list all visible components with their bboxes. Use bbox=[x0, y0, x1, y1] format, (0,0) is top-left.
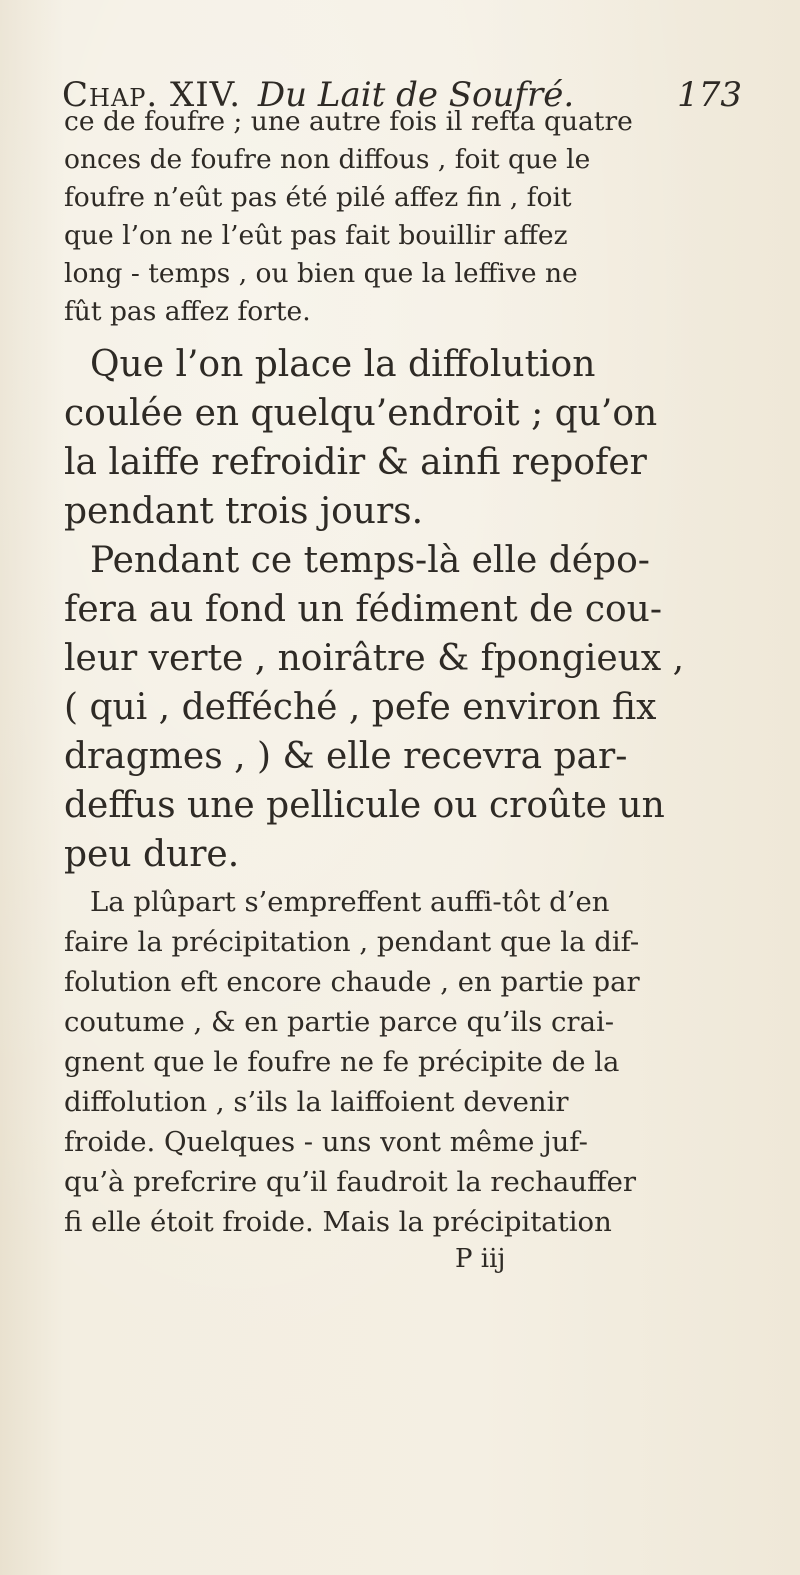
text-line: faire la précipitation , pendant que la dif- bbox=[64, 926, 640, 958]
text-line: leur verte , noirâtre & fpongieux , bbox=[64, 638, 685, 679]
text-line: dragmes , ) & elle recevra par- bbox=[64, 736, 628, 777]
text-line: folution eft encore chaude , en partie par bbox=[64, 966, 640, 998]
text-line: pendant trois jours. bbox=[64, 491, 424, 532]
text-line: ce de foufre ; une autre fois il refta quatre bbox=[64, 106, 633, 137]
text-line: ( qui , defféché , pefe environ fix bbox=[64, 687, 657, 728]
text-line: onces de foufre non diffous , foit que le bbox=[64, 144, 591, 175]
text-line: long - temps , ou bien que la leffive ne bbox=[64, 258, 578, 289]
text-line: La plûpart s’empreffent auffi-tôt d’en bbox=[90, 886, 610, 918]
text-line: fera au fond un fédiment de cou- bbox=[64, 589, 663, 630]
text-line: Pendant ce temps-là elle dépo- bbox=[90, 540, 650, 581]
text-line: fût pas affez forte. bbox=[64, 296, 311, 327]
signature-mark: P iij bbox=[455, 1244, 506, 1274]
text-line: coutume , & en partie parce qu’ils crai- bbox=[64, 1006, 615, 1038]
text-line: la laiffe refroidir & ainfi repofer bbox=[64, 442, 647, 483]
text-line: foufre n’eût pas été pilé affez fin , foit bbox=[64, 182, 572, 213]
text-line: diffolution , s’ils la laiffoient devenir bbox=[64, 1086, 569, 1118]
text-line: Que l’on place la diffolution bbox=[90, 344, 596, 385]
text-line: peu dure. bbox=[64, 834, 240, 875]
text-line: deffus une pellicule ou croûte un bbox=[64, 785, 665, 826]
page-number: 173 bbox=[677, 75, 742, 115]
text-line: coulée en quelqu’endroit ; qu’on bbox=[64, 393, 658, 434]
text-line: que l’on ne l’eût pas fait bouillir affez bbox=[64, 220, 568, 251]
text-line: gnent que le foufre ne fe précipite de la bbox=[64, 1046, 620, 1078]
text-line: qu’à prefcrire qu’il faudroit la rechauffer bbox=[64, 1166, 636, 1198]
text-line: froide. Quelques - uns vont même juf- bbox=[64, 1126, 588, 1158]
chapter-title: Du Lait de Soufré. bbox=[257, 75, 575, 115]
chapter-label: Chap. XIV. bbox=[62, 75, 242, 115]
text-line: fi elle étoit froide. Mais la précipitation bbox=[64, 1206, 612, 1238]
